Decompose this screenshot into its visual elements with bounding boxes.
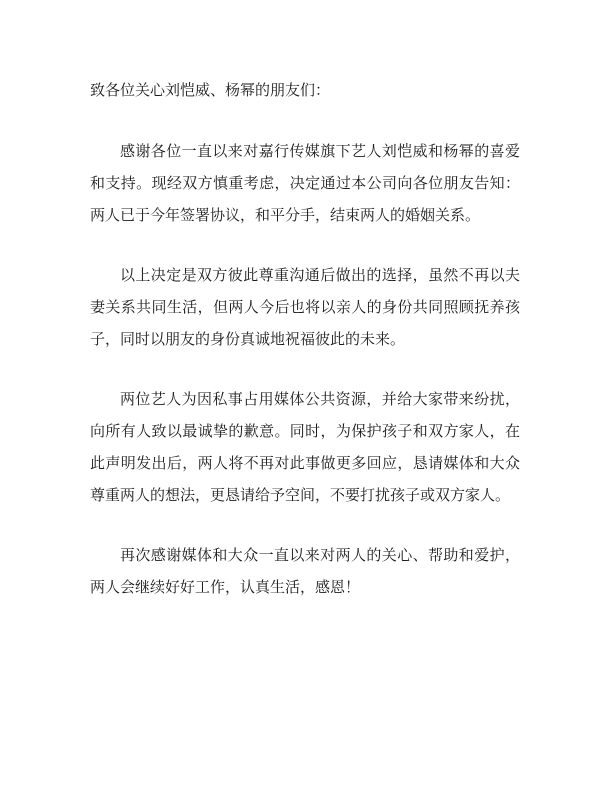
letter-paragraph-4: 再次感谢媒体和大众一直以来对两人的关心、帮助和爱护，两人会继续好好工作，认真生活，感恩！ — [90, 546, 520, 596]
letter-paragraph-2: 以上决定是双方彼此尊重沟通后做出的选择，虽然不再以夫妻关系共同生活，但两人今后也将以亲人的身份共同照顾抚养孩子，同时以朋友的身份真诚地祝福彼此的未来。 — [90, 266, 520, 348]
letter-paragraph-1: 感谢各位一直以来对嘉行传媒旗下艺人刘恺威和杨幂的喜爱和支持。现经双方慎重考虑，决定通过本公司向各位朋友告知：两人已于今年签署协议，和平分手，结束两人的婚姻关系。 — [90, 142, 520, 224]
letter-paragraph-3: 两位艺人为因私事占用媒体公共资源，并给大家带来纷扰，向所有人致以最诚挚的歉意。同时，为保护孩子和双方家人，在此声明发出后，两人将不再对此事做更多回应，恳请媒体和大众尊重两人的想法，更恳请给予空间，不要打扰孩子或双方家人。 — [90, 390, 520, 504]
letter-document — [90, 74, 520, 631]
letter-salutation: 致各位关心刘恺威、杨幂的朋友们： — [90, 81, 331, 99]
